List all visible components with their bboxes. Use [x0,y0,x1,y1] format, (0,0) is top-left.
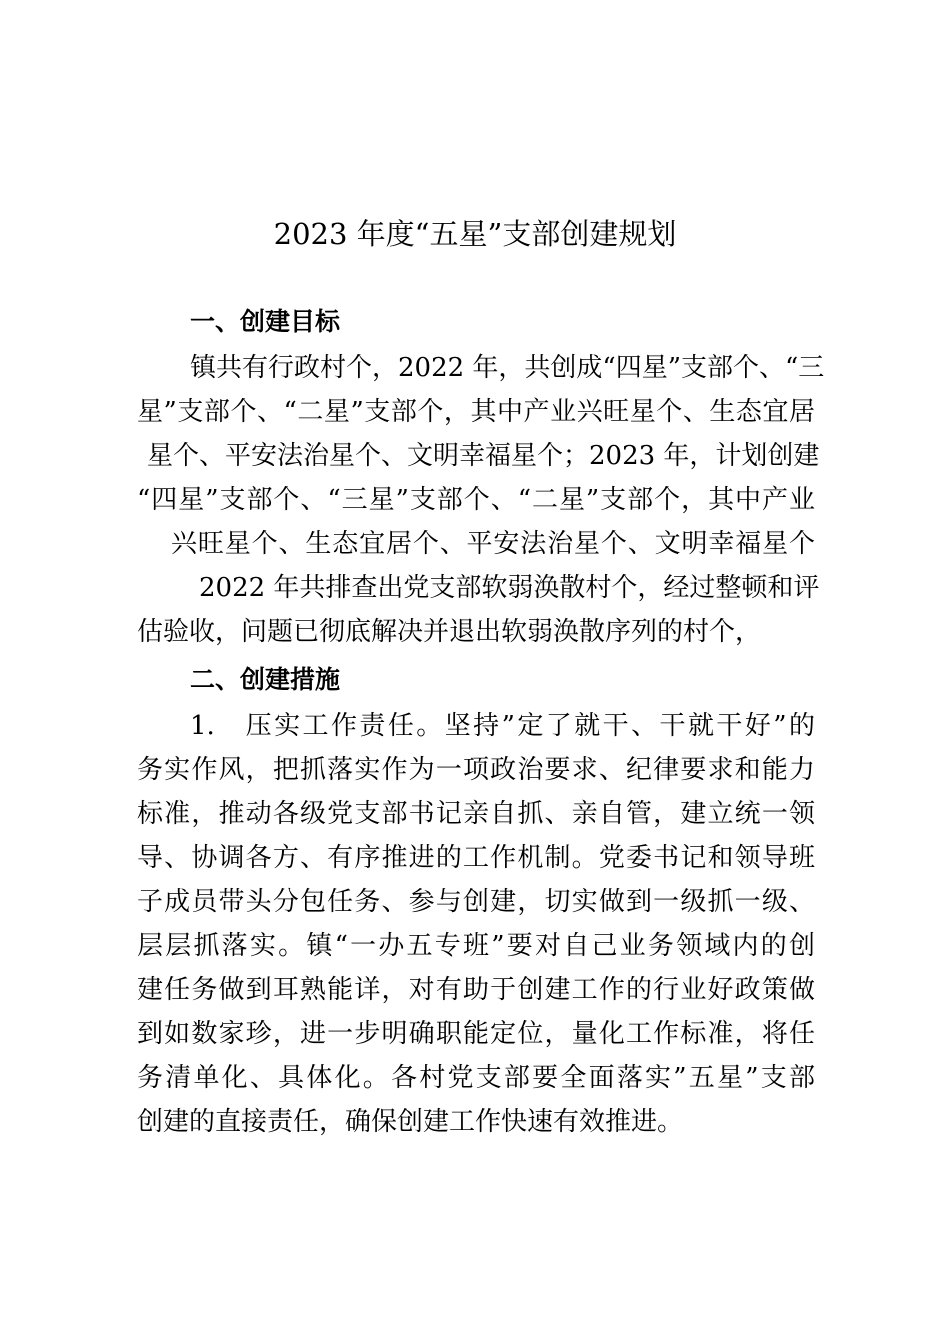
paragraph-line: 1. 压实工作责任。坚持”定了就干、干就干好”的 [190,711,815,741]
section-heading-measures: 二、创建措施 [190,665,341,694]
paragraph-line: 兴旺星个、生态宜居个、平安法治星个、文明幸福星个 [171,529,815,559]
paragraph-line: 2022 年共排查出党支部软弱涣散村个，经过整顿和评 [199,573,820,603]
paragraph-line: 标准，推动各级党支部书记亲自抓、亲自管，建立统一领 [137,799,815,829]
paragraph-line: 估验收，问题已彻底解决并退出软弱涣散序列的村个， [137,617,762,647]
paragraph-line: 创建的直接责任，确保创建工作快速有效推进。 [137,1107,684,1137]
document-title: 2023 年度“五星”支部创建规划 [273,217,677,251]
paragraph-line: 星个、平安法治星个、文明幸福星个；2023 年，计划创建 [147,441,820,471]
section-heading-goals: 一、创建目标 [190,307,341,336]
paragraph-line: 务清单化、具体化。各村党支部要全面落实”五星”支部 [137,1063,815,1093]
paragraph-line: 导、协调各方、有序推进的工作机制。党委书记和领导班 [137,843,815,873]
paragraph-line: 镇共有行政村个，2022 年，共创成“四星”支部个、“三 [190,353,825,383]
paragraph-line: 务实作风，把抓落实作为一项政治要求、纪律要求和能力 [137,755,815,785]
paragraph-line: “四星”支部个、“三星”支部个、“二星”支部个，其中产业 [137,485,815,515]
paragraph-line: 星”支部个、“二星”支部个，其中产业兴旺星个、生态宜居 [137,397,815,427]
paragraph-line: 建任务做到耳熟能详，对有助于创建工作的行业好政策做 [137,975,815,1005]
paragraph-line: 子成员带头分包任务、参与创建，切实做到一级抓一级、 [137,887,815,917]
paragraph-line: 到如数家珍，进一步明确职能定位，量化工作标准，将任 [137,1019,815,1049]
paragraph-line: 层层抓落实。镇“一办五专班”要对自己业务领域内的创 [137,931,815,961]
